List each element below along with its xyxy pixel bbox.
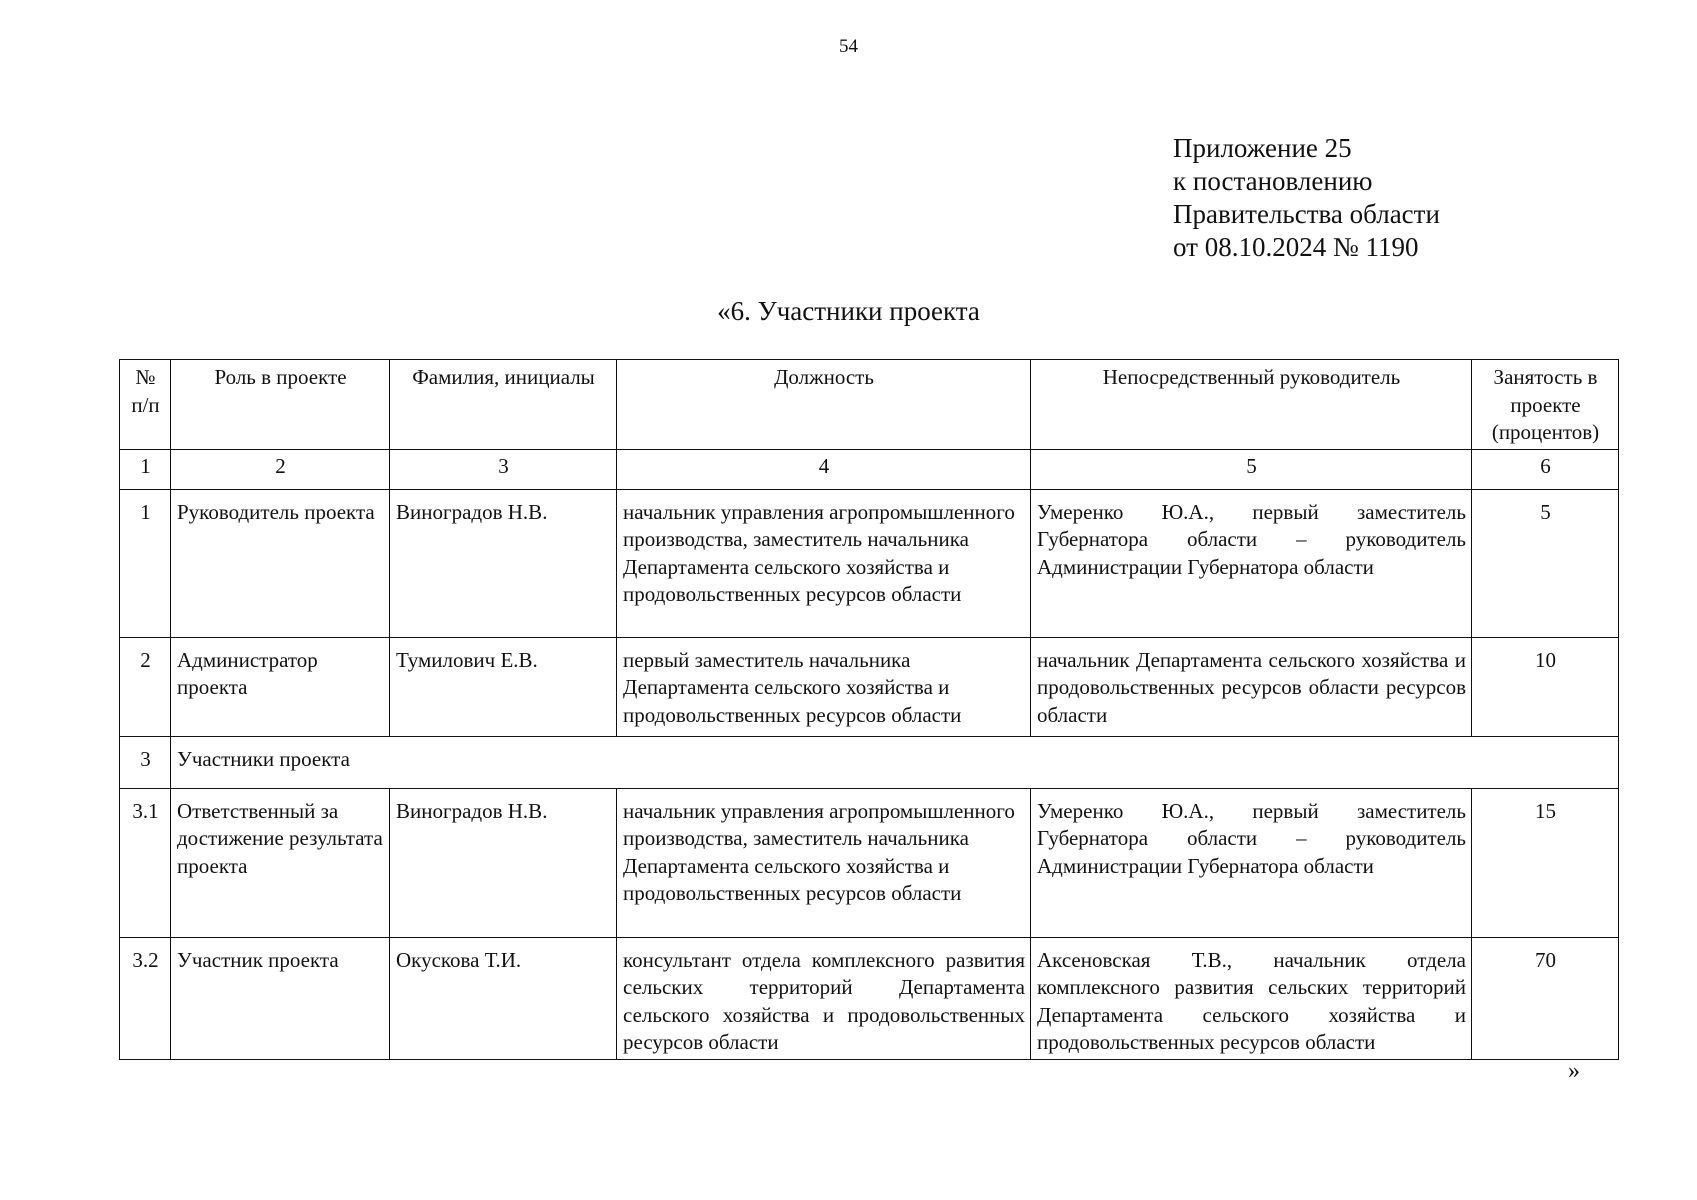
column-index: 2 [171, 449, 390, 489]
row-manager: Аксеновская Т.В., начальник отдела комплексного развития сельских территорий Департамента сельского хозяйства и продовольственных ресурсов области [1031, 937, 1472, 1059]
row-position: начальник управления агропромышленного производства, заместитель начальника Департамента сельского хозяйства и продовольственных ресурсов области [617, 489, 1031, 637]
row-name: Виноградов Н.В. [390, 788, 617, 937]
table-row [120, 937, 1619, 1059]
annex-line-4: от 08.10.2024 № 1190 [1173, 232, 1419, 262]
column-index-row [120, 449, 1619, 489]
row-num: 3.1 [120, 788, 171, 937]
column-index: 4 [617, 449, 1031, 489]
row-manager: Умеренко Ю.А., первый заместитель Губернатора области – руководитель Администрации Губернатора области [1031, 788, 1472, 937]
column-index: 1 [120, 449, 171, 489]
participants-table [119, 359, 1619, 1060]
row-num: 3.2 [120, 937, 171, 1059]
row-position: первый заместитель начальника Департамента сельского хозяйства и продовольственных ресурсов области [617, 637, 1031, 736]
row-position: начальник управления агропромышленного производства, заместитель начальника Департамента сельского хозяйства и продовольственных ресурсов области [617, 788, 1031, 937]
row-role: Ответственный за достижение результата проекта [171, 788, 390, 937]
header-position: Должность [617, 360, 1031, 450]
row-manager: начальник Департамента сельского хозяйства и продовольственных ресурсов области ресурсов области [1031, 637, 1472, 736]
row-role: Руководитель проекта [171, 489, 390, 637]
table-header-row [120, 360, 1619, 450]
header-name: Фамилия, инициалы [390, 360, 617, 450]
header-manager: Непосредственный руководитель [1031, 360, 1472, 450]
group-label: Участники проекта [171, 736, 1619, 788]
row-employment: 15 [1472, 788, 1619, 937]
row-num: 3 [120, 736, 171, 788]
row-num: 1 [120, 489, 171, 637]
closing-quote: » [1568, 1058, 1580, 1084]
header-employment: Занятость в проекте (процентов) [1472, 360, 1619, 450]
row-employment: 10 [1472, 637, 1619, 736]
table-row [120, 788, 1619, 937]
row-position: консультант отдела комплексного развития сельских территорий Департамента сельского хозяйства и продовольственных ресурсов области [617, 937, 1031, 1059]
annex-line-1: Приложение 25 [1173, 133, 1352, 163]
table-row [120, 637, 1619, 736]
column-index: 5 [1031, 449, 1472, 489]
row-employment: 70 [1472, 937, 1619, 1059]
column-index: 3 [390, 449, 617, 489]
row-name: Виноградов Н.В. [390, 489, 617, 637]
row-manager: Умеренко Ю.А., первый заместитель Губернатора области – руководитель Администрации Губернатора области [1031, 489, 1472, 637]
row-name: Окускова Т.И. [390, 937, 617, 1059]
column-index: 6 [1472, 449, 1619, 489]
header-num: № п/п [120, 360, 171, 450]
annex-line-2: к постановлению [1173, 166, 1373, 196]
annex-block [1173, 132, 1440, 264]
row-role: Администратор проекта [171, 637, 390, 736]
row-employment: 5 [1472, 489, 1619, 637]
annex-line-3: Правительства области [1173, 199, 1440, 229]
section-title: «6. Участники проекта [717, 296, 980, 326]
table-group-row [120, 736, 1619, 788]
row-role: Участник проекта [171, 937, 390, 1059]
table-row [120, 489, 1619, 637]
header-role: Роль в проекте [171, 360, 390, 450]
row-name: Тумилович Е.В. [390, 637, 617, 736]
row-num: 2 [120, 637, 171, 736]
page-number: 54 [839, 36, 858, 57]
